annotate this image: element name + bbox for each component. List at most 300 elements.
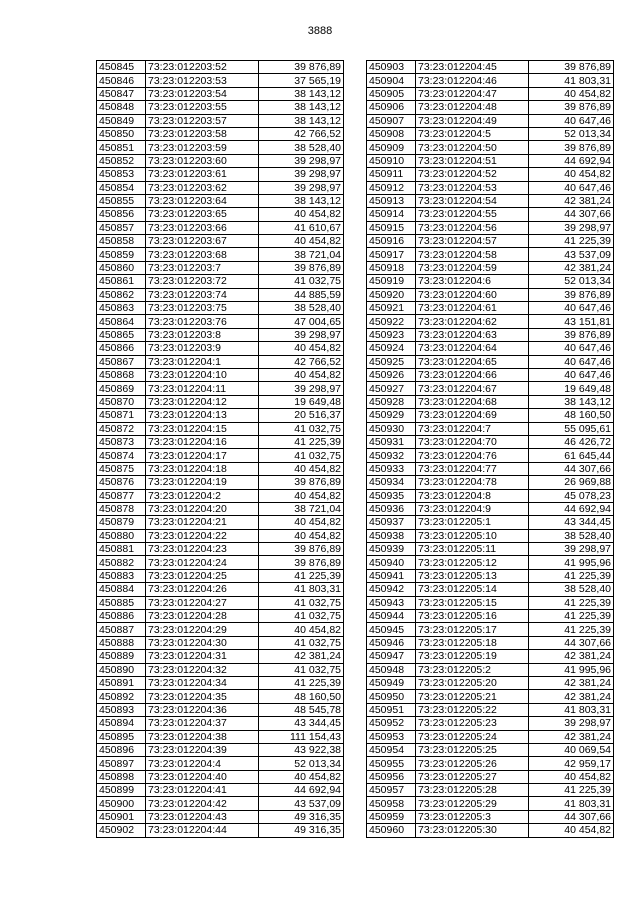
row-number-cell: 450916 [367, 235, 416, 248]
cadastral-number-cell: 73:23:012205:3 [416, 810, 529, 823]
value-cell: 44 307,66 [529, 636, 614, 649]
table-row [367, 476, 614, 489]
table-row [97, 302, 344, 315]
table-row [367, 824, 614, 837]
value-cell: 42 381,24 [529, 690, 614, 703]
value-cell: 42 381,24 [529, 676, 614, 689]
value-cell: 40 069,54 [529, 743, 614, 756]
value-cell: 41 032,75 [259, 449, 344, 462]
row-number-cell: 450899 [97, 784, 146, 797]
value-cell: 39 298,97 [259, 154, 344, 167]
row-number-cell: 450900 [97, 797, 146, 810]
cadastral-number-cell: 73:23:012204:61 [416, 302, 529, 315]
cadastral-number-cell: 73:23:012204:34 [146, 676, 259, 689]
cadastral-number-cell: 73:23:012204:69 [416, 409, 529, 422]
row-number-cell: 450959 [367, 810, 416, 823]
row-number-cell: 450887 [97, 623, 146, 636]
row-number-cell: 450955 [367, 757, 416, 770]
value-cell: 48 160,50 [259, 690, 344, 703]
table-row [367, 261, 614, 274]
table-row [367, 770, 614, 783]
row-number-cell: 450850 [97, 127, 146, 140]
row-number-cell: 450912 [367, 181, 416, 194]
row-number-cell: 450936 [367, 502, 416, 515]
value-cell: 38 528,40 [259, 141, 344, 154]
value-cell: 41 032,75 [259, 596, 344, 609]
cadastral-number-cell: 73:23:012203:52 [146, 61, 259, 74]
table-row [97, 717, 344, 730]
row-number-cell: 450882 [97, 556, 146, 569]
table-row [367, 730, 614, 743]
value-cell: 39 298,97 [529, 717, 614, 730]
cadastral-number-cell: 73:23:012205:20 [416, 676, 529, 689]
row-number-cell: 450956 [367, 770, 416, 783]
cadastral-number-cell: 73:23:012204:50 [416, 141, 529, 154]
row-number-cell: 450877 [97, 489, 146, 502]
table-row [97, 770, 344, 783]
left-table [96, 60, 344, 838]
value-cell: 42 381,24 [529, 730, 614, 743]
cadastral-number-cell: 73:23:012204:32 [146, 663, 259, 676]
cadastral-number-cell: 73:23:012204:20 [146, 502, 259, 515]
row-number-cell: 450863 [97, 302, 146, 315]
table-row [367, 315, 614, 328]
value-cell: 43 344,45 [529, 516, 614, 529]
row-number-cell: 450914 [367, 208, 416, 221]
table-row [97, 87, 344, 100]
table-row [97, 315, 344, 328]
value-cell: 44 307,66 [529, 462, 614, 475]
row-number-cell: 450949 [367, 676, 416, 689]
value-cell: 46 426,72 [529, 435, 614, 448]
table-row [97, 636, 344, 649]
row-number-cell: 450860 [97, 261, 146, 274]
value-cell: 41 225,39 [259, 435, 344, 448]
table-row [97, 248, 344, 261]
cadastral-number-cell: 73:23:012204:55 [416, 208, 529, 221]
table-row [97, 382, 344, 395]
value-cell: 37 565,19 [259, 74, 344, 87]
table-row [97, 422, 344, 435]
row-number-cell: 450876 [97, 476, 146, 489]
table-row [97, 623, 344, 636]
row-number-cell: 450893 [97, 703, 146, 716]
value-cell: 40 454,82 [259, 770, 344, 783]
value-cell: 49 316,35 [259, 810, 344, 823]
table-row [367, 101, 614, 114]
row-number-cell: 450929 [367, 409, 416, 422]
value-cell: 41 225,39 [259, 569, 344, 582]
value-cell: 40 454,82 [529, 824, 614, 837]
value-cell: 40 647,46 [529, 368, 614, 381]
value-cell: 44 307,66 [529, 208, 614, 221]
cadastral-number-cell: 73:23:012204:67 [416, 382, 529, 395]
cadastral-number-cell: 73:23:012204:54 [416, 194, 529, 207]
table-row [97, 529, 344, 542]
table-row [97, 435, 344, 448]
row-number-cell: 450851 [97, 141, 146, 154]
row-number-cell: 450880 [97, 529, 146, 542]
cadastral-number-cell: 73:23:012204:57 [416, 235, 529, 248]
row-number-cell: 450922 [367, 315, 416, 328]
row-number-cell: 450910 [367, 154, 416, 167]
value-cell: 42 959,17 [529, 757, 614, 770]
value-cell: 41 225,39 [529, 623, 614, 636]
table-row [367, 663, 614, 676]
value-cell: 41 032,75 [259, 610, 344, 623]
table-row [97, 784, 344, 797]
cadastral-number-cell: 73:23:012204:30 [146, 636, 259, 649]
value-cell: 41 995,96 [529, 556, 614, 569]
row-number-cell: 450879 [97, 516, 146, 529]
value-cell: 47 004,65 [259, 315, 344, 328]
table-row [367, 355, 614, 368]
cadastral-number-cell: 73:23:012204:52 [416, 168, 529, 181]
row-number-cell: 450865 [97, 328, 146, 341]
value-cell: 38 721,04 [259, 248, 344, 261]
row-number-cell: 450933 [367, 462, 416, 475]
cadastral-number-cell: 73:23:012203:9 [146, 342, 259, 355]
row-number-cell: 450953 [367, 730, 416, 743]
row-number-cell: 450907 [367, 114, 416, 127]
table-row [367, 516, 614, 529]
row-number-cell: 450878 [97, 502, 146, 515]
row-number-cell: 450894 [97, 717, 146, 730]
value-cell: 42 381,24 [259, 650, 344, 663]
table-row [367, 636, 614, 649]
cadastral-number-cell: 73:23:012204:5 [416, 127, 529, 140]
value-cell: 39 298,97 [259, 181, 344, 194]
table-row [367, 583, 614, 596]
row-number-cell: 450952 [367, 717, 416, 730]
row-number-cell: 450934 [367, 476, 416, 489]
cadastral-number-cell: 73:23:012205:2 [416, 663, 529, 676]
table-row [367, 208, 614, 221]
row-number-cell: 450902 [97, 824, 146, 837]
cadastral-number-cell: 73:23:012204:46 [416, 74, 529, 87]
table-row [367, 422, 614, 435]
cadastral-number-cell: 73:23:012203:76 [146, 315, 259, 328]
cadastral-number-cell: 73:23:012204:16 [146, 435, 259, 448]
value-cell: 40 454,82 [529, 770, 614, 783]
row-number-cell: 450908 [367, 127, 416, 140]
table-row [367, 569, 614, 582]
table-row [97, 743, 344, 756]
row-number-cell: 450867 [97, 355, 146, 368]
row-number-cell: 450940 [367, 556, 416, 569]
table-row [367, 449, 614, 462]
table-row [367, 676, 614, 689]
row-number-cell: 450846 [97, 74, 146, 87]
value-cell: 39 876,89 [259, 61, 344, 74]
row-number-cell: 450870 [97, 395, 146, 408]
value-cell: 38 721,04 [259, 502, 344, 515]
cadastral-number-cell: 73:23:012204:59 [416, 261, 529, 274]
value-cell: 43 922,38 [259, 743, 344, 756]
table-row [367, 127, 614, 140]
row-number-cell: 450847 [97, 87, 146, 100]
value-cell: 41 225,39 [529, 596, 614, 609]
row-number-cell: 450849 [97, 114, 146, 127]
cadastral-number-cell: 73:23:012204:43 [146, 810, 259, 823]
cadastral-number-cell: 73:23:012204:65 [416, 355, 529, 368]
row-number-cell: 450890 [97, 663, 146, 676]
value-cell: 44 885,59 [259, 288, 344, 301]
cadastral-number-cell: 73:23:012205:1 [416, 516, 529, 529]
cadastral-number-cell: 73:23:012204:18 [146, 462, 259, 475]
row-number-cell: 450927 [367, 382, 416, 395]
page-number: 3888 [307, 25, 333, 37]
value-cell: 52 013,34 [259, 757, 344, 770]
value-cell: 40 454,82 [259, 368, 344, 381]
cadastral-number-cell: 73:23:012204:49 [416, 114, 529, 127]
table-row [97, 261, 344, 274]
value-cell: 39 876,89 [529, 141, 614, 154]
cadastral-number-cell: 73:23:012204:26 [146, 583, 259, 596]
row-number-cell: 450951 [367, 703, 416, 716]
cadastral-number-cell: 73:23:012204:45 [416, 61, 529, 74]
cadastral-number-cell: 73:23:012203:59 [146, 141, 259, 154]
cadastral-number-cell: 73:23:012205:24 [416, 730, 529, 743]
value-cell: 41 032,75 [259, 636, 344, 649]
value-cell: 39 876,89 [259, 543, 344, 556]
row-number-cell: 450901 [97, 810, 146, 823]
cadastral-number-cell: 73:23:012204:60 [416, 288, 529, 301]
row-number-cell: 450845 [97, 61, 146, 74]
row-number-cell: 450950 [367, 690, 416, 703]
row-number-cell: 450918 [367, 261, 416, 274]
cadastral-number-cell: 73:23:012205:15 [416, 596, 529, 609]
value-cell: 26 969,88 [529, 476, 614, 489]
table-row [367, 74, 614, 87]
row-number-cell: 450852 [97, 154, 146, 167]
row-number-cell: 450932 [367, 449, 416, 462]
table-row [97, 127, 344, 140]
row-number-cell: 450848 [97, 101, 146, 114]
value-cell: 40 647,46 [529, 181, 614, 194]
table-row [367, 395, 614, 408]
table-row [367, 288, 614, 301]
value-cell: 40 647,46 [529, 302, 614, 315]
cadastral-number-cell: 73:23:012204:4 [146, 757, 259, 770]
cadastral-number-cell: 73:23:012205:27 [416, 770, 529, 783]
cadastral-number-cell: 73:23:012204:25 [146, 569, 259, 582]
cadastral-number-cell: 73:23:012205:30 [416, 824, 529, 837]
cadastral-number-cell: 73:23:012204:64 [416, 342, 529, 355]
cadastral-number-cell: 73:23:012203:67 [146, 235, 259, 248]
row-number-cell: 450903 [367, 61, 416, 74]
row-number-cell: 450945 [367, 623, 416, 636]
row-number-cell: 450935 [367, 489, 416, 502]
value-cell: 40 454,82 [529, 168, 614, 181]
row-number-cell: 450925 [367, 355, 416, 368]
table-row [367, 610, 614, 623]
row-number-cell: 450856 [97, 208, 146, 221]
value-cell: 39 298,97 [259, 328, 344, 341]
value-cell: 39 876,89 [529, 61, 614, 74]
right-table [366, 60, 614, 838]
table-row [367, 529, 614, 542]
row-number-cell: 450859 [97, 248, 146, 261]
table-row [97, 449, 344, 462]
value-cell: 39 876,89 [259, 476, 344, 489]
cadastral-number-cell: 73:23:012204:42 [146, 797, 259, 810]
table-row [97, 355, 344, 368]
table-row [97, 676, 344, 689]
row-number-cell: 450864 [97, 315, 146, 328]
row-number-cell: 450943 [367, 596, 416, 609]
row-number-cell: 450904 [367, 74, 416, 87]
row-number-cell: 450909 [367, 141, 416, 154]
value-cell: 38 143,12 [259, 194, 344, 207]
table-row [367, 462, 614, 475]
row-number-cell: 450926 [367, 368, 416, 381]
value-cell: 40 454,82 [529, 87, 614, 100]
table-row [367, 502, 614, 515]
cadastral-number-cell: 73:23:012203:57 [146, 114, 259, 127]
row-number-cell: 450872 [97, 422, 146, 435]
value-cell: 45 078,23 [529, 489, 614, 502]
cadastral-number-cell: 73:23:012204:12 [146, 395, 259, 408]
cadastral-number-cell: 73:23:012205:22 [416, 703, 529, 716]
table-row [97, 516, 344, 529]
row-number-cell: 450946 [367, 636, 416, 649]
cadastral-number-cell: 73:23:012204:39 [146, 743, 259, 756]
cadastral-number-cell: 73:23:012205:12 [416, 556, 529, 569]
table-row [97, 395, 344, 408]
cadastral-number-cell: 73:23:012204:21 [146, 516, 259, 529]
cadastral-number-cell: 73:23:012204:6 [416, 275, 529, 288]
cadastral-number-cell: 73:23:012205:13 [416, 569, 529, 582]
value-cell: 41 225,39 [529, 235, 614, 248]
value-cell: 41 225,39 [529, 784, 614, 797]
cadastral-number-cell: 73:23:012205:29 [416, 797, 529, 810]
row-number-cell: 450897 [97, 757, 146, 770]
value-cell: 111 154,43 [259, 730, 344, 743]
value-cell: 40 454,82 [259, 529, 344, 542]
table-row [367, 248, 614, 261]
table-row [367, 302, 614, 315]
cadastral-number-cell: 73:23:012203:54 [146, 87, 259, 100]
cadastral-number-cell: 73:23:012204:53 [416, 181, 529, 194]
cadastral-number-cell: 73:23:012204:8 [416, 489, 529, 502]
value-cell: 41 032,75 [259, 663, 344, 676]
cadastral-number-cell: 73:23:012204:68 [416, 395, 529, 408]
table-row [97, 101, 344, 114]
value-cell: 40 647,46 [529, 114, 614, 127]
row-number-cell: 450919 [367, 275, 416, 288]
row-number-cell: 450942 [367, 583, 416, 596]
cadastral-number-cell: 73:23:012204:23 [146, 543, 259, 556]
table-row [97, 154, 344, 167]
row-number-cell: 450861 [97, 275, 146, 288]
row-number-cell: 450854 [97, 181, 146, 194]
cadastral-number-cell: 73:23:012204:7 [416, 422, 529, 435]
row-number-cell: 450906 [367, 101, 416, 114]
table-row [97, 168, 344, 181]
cadastral-number-cell: 73:23:012204:47 [416, 87, 529, 100]
table-row [367, 543, 614, 556]
cadastral-number-cell: 73:23:012203:74 [146, 288, 259, 301]
cadastral-number-cell: 73:23:012204:76 [416, 449, 529, 462]
table-row [367, 703, 614, 716]
row-number-cell: 450858 [97, 235, 146, 248]
row-number-cell: 450939 [367, 543, 416, 556]
value-cell: 40 647,46 [529, 355, 614, 368]
row-number-cell: 450915 [367, 221, 416, 234]
value-cell: 41 225,39 [529, 610, 614, 623]
table-row [367, 328, 614, 341]
cadastral-number-cell: 73:23:012204:58 [416, 248, 529, 261]
table-row [97, 221, 344, 234]
cadastral-number-cell: 73:23:012204:28 [146, 610, 259, 623]
table-row [367, 409, 614, 422]
cadastral-number-cell: 73:23:012205:16 [416, 610, 529, 623]
table-row [367, 61, 614, 74]
table-row [97, 328, 344, 341]
table-row [97, 690, 344, 703]
table-row [97, 61, 344, 74]
row-number-cell: 450937 [367, 516, 416, 529]
value-cell: 41 032,75 [259, 275, 344, 288]
table-row [97, 810, 344, 823]
row-number-cell: 450881 [97, 543, 146, 556]
cadastral-number-cell: 73:23:012204:41 [146, 784, 259, 797]
row-number-cell: 450889 [97, 650, 146, 663]
value-cell: 40 454,82 [259, 489, 344, 502]
cadastral-number-cell: 73:23:012204:44 [146, 824, 259, 837]
cadastral-number-cell: 73:23:012204:29 [146, 623, 259, 636]
table-row [97, 663, 344, 676]
row-number-cell: 450895 [97, 730, 146, 743]
table-row [97, 288, 344, 301]
row-number-cell: 450905 [367, 87, 416, 100]
value-cell: 48 545,78 [259, 703, 344, 716]
table-row [367, 435, 614, 448]
cadastral-number-cell: 73:23:012203:62 [146, 181, 259, 194]
cadastral-number-cell: 73:23:012204:17 [146, 449, 259, 462]
row-number-cell: 450869 [97, 382, 146, 395]
value-cell: 43 537,09 [259, 797, 344, 810]
table-row [97, 368, 344, 381]
value-cell: 19 649,48 [529, 382, 614, 395]
value-cell: 38 143,12 [259, 101, 344, 114]
table-row [97, 342, 344, 355]
table-row [97, 194, 344, 207]
table-row [97, 583, 344, 596]
table-row [97, 181, 344, 194]
value-cell: 39 298,97 [259, 382, 344, 395]
value-cell: 55 095,61 [529, 422, 614, 435]
row-number-cell: 450884 [97, 583, 146, 596]
cadastral-number-cell: 73:23:012205:21 [416, 690, 529, 703]
cadastral-number-cell: 73:23:012203:72 [146, 275, 259, 288]
value-cell: 42 766,52 [259, 355, 344, 368]
value-cell: 41 225,39 [529, 569, 614, 582]
value-cell: 39 298,97 [529, 543, 614, 556]
row-number-cell: 450941 [367, 569, 416, 582]
value-cell: 48 160,50 [529, 409, 614, 422]
value-cell: 41 032,75 [259, 422, 344, 435]
value-cell: 43 537,09 [529, 248, 614, 261]
cadastral-number-cell: 73:23:012203:66 [146, 221, 259, 234]
value-cell: 41 803,31 [529, 703, 614, 716]
row-number-cell: 450923 [367, 328, 416, 341]
cadastral-number-cell: 73:23:012203:55 [146, 101, 259, 114]
value-cell: 40 454,82 [259, 462, 344, 475]
cadastral-number-cell: 73:23:012205:14 [416, 583, 529, 596]
cadastral-number-cell: 73:23:012204:13 [146, 409, 259, 422]
